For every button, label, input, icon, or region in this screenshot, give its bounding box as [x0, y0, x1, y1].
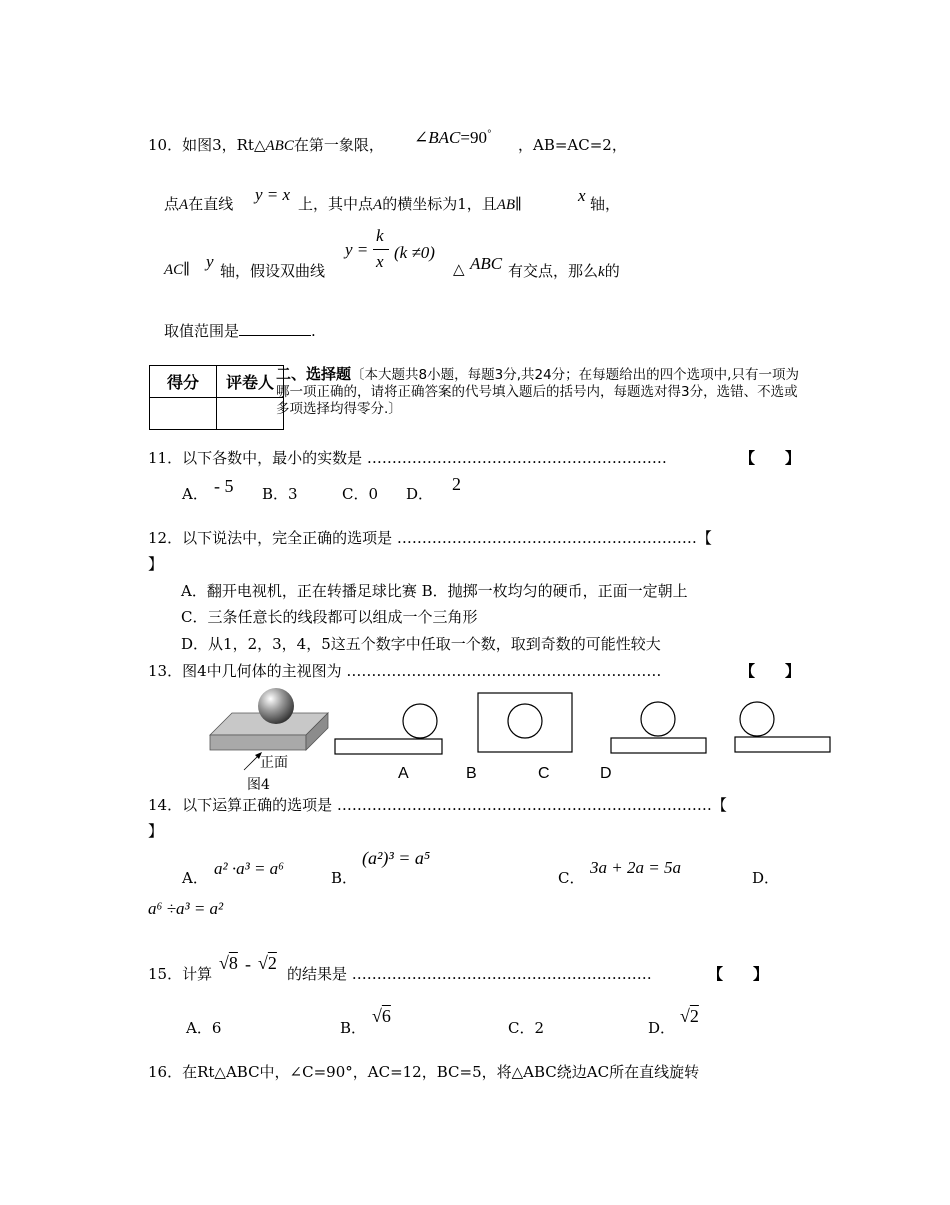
- q10-line3-end: 有交点，那么k的: [508, 262, 620, 280]
- q12-option-c: C．三条任意长的线段都可以组成一个三角形: [181, 608, 478, 626]
- q10-y-axis: y: [206, 252, 214, 271]
- q15-minus: -: [245, 954, 251, 974]
- q15-option-a: A．6: [186, 1019, 222, 1037]
- sphere: [258, 688, 294, 724]
- front-arrow: [244, 755, 259, 770]
- q11-option-d-value: 2: [452, 474, 461, 494]
- q15-option-c: C．2: [508, 1019, 545, 1037]
- q10-abc: ABC: [470, 254, 503, 273]
- figure-4-label: 图4: [247, 777, 270, 793]
- q11-option-d: D．: [406, 485, 434, 503]
- q10-line4: 取值范围是 .: [164, 322, 316, 340]
- option-b-label[interactable]: B: [466, 765, 477, 782]
- q10-angle: ∠BAC=90°: [414, 128, 491, 147]
- q10-hyperbola-cond: (k ≠0): [394, 243, 435, 262]
- q16-stem: 16．在Rt△ABC中，∠C=90°，AC=12，BC=5，将△ABC绕边AC所在直线旋转: [148, 1063, 700, 1081]
- q14-stem: 14．以下运算正确的选项是 …………………………………………………………………【: [148, 796, 727, 814]
- q10-line2: 点A在直线: [164, 195, 234, 213]
- q14-bracket-end: 】: [148, 822, 164, 840]
- q10-line-yx: y = x: [255, 185, 291, 204]
- q11-option-b: B．3: [262, 485, 298, 503]
- q15-option-b: B．: [340, 1019, 367, 1037]
- q11-stem: 11．以下各数中，最小的实数是 ……………………………………………………: [148, 449, 667, 467]
- q15-option-d-value: √2: [680, 1006, 699, 1026]
- q14-option-a: A．: [182, 869, 208, 887]
- q11-option-a-value: - 5: [214, 476, 234, 496]
- q14-option-b-expr: (a²)³ = a⁵: [362, 848, 431, 868]
- q14-option-c: C．: [558, 869, 585, 887]
- q15-option-d: D．: [648, 1019, 676, 1037]
- q10-triangle: △: [453, 260, 465, 278]
- q12-options-ab: A．翻开电视机，正在转播足球比赛 B．抛掷一枚均匀的硬币，正面一定朝上: [181, 582, 688, 600]
- q14-option-d-expr: a⁶ ÷a³ = a²: [148, 899, 224, 918]
- q10-line2-mid: 上，其中点A的横坐标为1，且AB∥: [298, 195, 522, 213]
- q15-sqrt2: √2: [258, 953, 277, 973]
- section-title: 二、选择题: [276, 365, 352, 383]
- q11-answer-bracket[interactable]: 【 】: [740, 449, 801, 467]
- option-c-figure[interactable]: [611, 702, 706, 753]
- q13-stem: 13．图4中几何体的主视图为 ………………………………………………………: [148, 662, 662, 680]
- option-d-label[interactable]: D: [600, 765, 612, 782]
- grader-header: 评卷人: [217, 366, 284, 398]
- q15-option-b-value: √6: [372, 1006, 391, 1026]
- q10-line1-suffix: ，AB=AC=2，: [518, 136, 627, 154]
- option-d-figure[interactable]: [735, 702, 830, 752]
- q12-stem: 12．以下说法中，完全正确的选项是 ……………………………………………………【: [148, 529, 712, 547]
- q12-option-d: D．从1，2，3，4，5这五个数字中任取一个数，取到奇数的可能性较大: [181, 635, 661, 653]
- q11-option-c: C．0: [342, 485, 379, 503]
- option-b-figure[interactable]: [478, 693, 572, 752]
- q10-line2-end: 轴，: [590, 195, 621, 213]
- q15-sqrt8: √8: [219, 953, 238, 973]
- option-a-figure[interactable]: [335, 704, 442, 754]
- q15-answer-bracket[interactable]: 【 】: [708, 965, 769, 983]
- q11-option-a: A．: [182, 485, 208, 503]
- q13-answer-bracket[interactable]: 【 】: [740, 662, 801, 680]
- q12-bracket-end: 】: [148, 555, 164, 573]
- q10-line3: AC∥: [164, 262, 191, 278]
- q14-option-d: D．: [752, 869, 780, 887]
- q10-line3-mid: 轴，假设双曲线: [220, 262, 326, 280]
- option-a-label[interactable]: A: [398, 765, 409, 782]
- score-header: 得分: [150, 366, 217, 398]
- section-instructions: 二、选择题〔本大题共8小题，每题3分,共24分；在每题给出的四个选项中,只有一项为哪一项正确的，请将正确答案的代号填入题后的括号内，每题选对得3分，选错、不选或多项选择均得零分.〕: [276, 365, 799, 417]
- q10-hyperbola-num: k: [376, 226, 384, 245]
- q15-stem-a: 15．计算: [148, 965, 213, 983]
- option-c-label[interactable]: C: [538, 765, 550, 782]
- front-label: 正面: [260, 755, 288, 771]
- q10-x-axis: x: [578, 186, 586, 205]
- q10-hyperbola-y: y =: [345, 240, 369, 259]
- q10-line1: 10．如图3，Rt△ABC在第一象限，: [148, 136, 384, 154]
- q15-stem-b: 的结果是 ……………………………………………………: [287, 965, 652, 983]
- q14-option-b: B．: [331, 869, 358, 887]
- q10-hyperbola-den: x: [376, 252, 384, 271]
- q14-option-c-expr: 3a + 2a = 5a: [590, 858, 681, 877]
- q14-option-a-expr: a² ·a³ = a⁶: [214, 859, 285, 878]
